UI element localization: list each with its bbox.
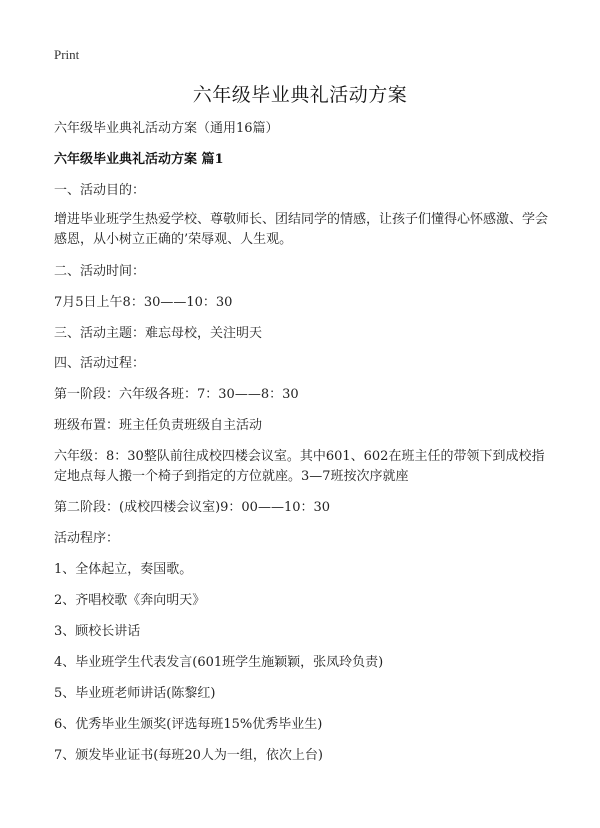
- program-item-2: 2、齐唱校歌《奔向明天》: [54, 593, 206, 608]
- program-item-3: 3、顾校长讲话: [54, 624, 141, 639]
- program-item-7: 7、颁发毕业证书(每班20人为一组，依次上台): [54, 748, 323, 763]
- program-item-1: 1、全体起立，奏国歌。: [54, 562, 193, 577]
- paragraph-time-text: 7月5日上午8：30——10：30: [54, 295, 233, 310]
- paragraph-process-heading: 四、活动过程：: [54, 356, 146, 371]
- program-item-6: 6、优秀毕业生颁奖(评选每班15%优秀毕业生): [54, 717, 323, 732]
- program-item-4: 4、毕业班学生代表发言(601班学生施颖颖，张凤玲负责): [54, 655, 384, 670]
- paragraph-theme: 三、活动主题：难忘母校，关注明天: [54, 326, 263, 341]
- section-heading: 六年级毕业典礼活动方案 篇1: [54, 152, 224, 167]
- paragraph-purpose-text: 增进毕业班学生热爱学校、尊敬师长、团结同学的情感，让孩子们懂得心怀感激、学会感恩，从小树立正确的’荣辱观、人生观。: [54, 212, 549, 247]
- paragraph-grade-six-assembly: 六年级：8：30整队前往成校四楼会议室。其中601、602在班主任的带领下到成校指定地点每人搬一个椅子到指定的方位就座。3—7班按次序就座: [54, 449, 545, 484]
- paragraph-stage-one: 第一阶段：六年级各班：7：30——8：30: [54, 387, 299, 402]
- paragraph-stage-two: 第二阶段：(成校四楼会议室)9：00——10：30: [54, 500, 331, 515]
- program-item-5: 5、毕业班老师讲话(陈黎红): [54, 686, 216, 701]
- paragraph-class-arrangement: 班级布置：班主任负责班级自主活动: [54, 418, 263, 433]
- paragraph-time-heading: 二、活动时间：: [54, 264, 146, 279]
- print-link[interactable]: Print: [54, 47, 80, 62]
- paragraph-purpose-heading: 一、活动目的：: [54, 183, 146, 198]
- document-subtitle: 六年级毕业典礼活动方案（通用16篇）: [54, 121, 279, 136]
- document-title: 六年级毕业典礼活动方案: [192, 84, 408, 106]
- paragraph-program-heading: 活动程序：: [54, 531, 120, 546]
